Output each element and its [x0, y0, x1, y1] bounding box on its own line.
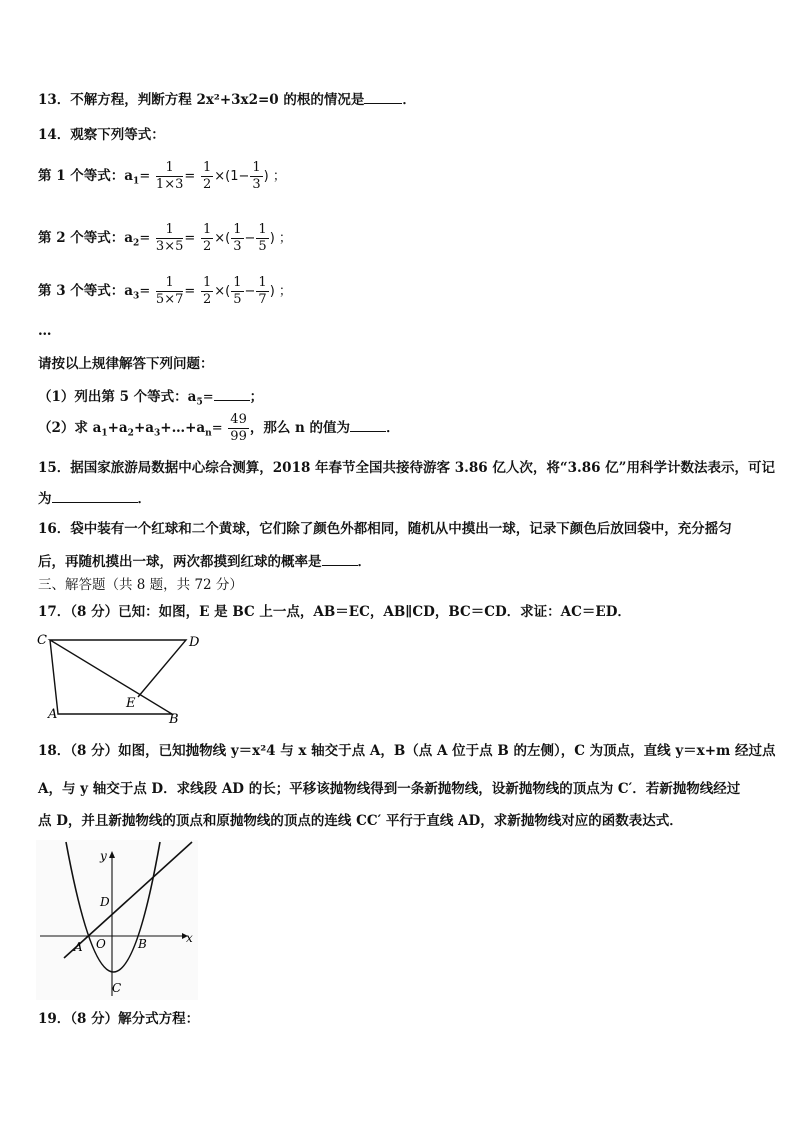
- numerator: 1: [233, 222, 242, 237]
- label-x: x: [186, 931, 193, 945]
- part1-end: ；: [249, 389, 264, 405]
- q14-equation-3: [38, 275, 292, 308]
- denominator: 2: [202, 177, 212, 192]
- q13-text: 13．不解方程，判断方程 2x²+3x2=0 的根的情况是: [38, 92, 365, 108]
- label-B: B: [169, 712, 179, 726]
- numerator: 1: [156, 222, 183, 239]
- eq-sub: 3: [133, 291, 140, 302]
- numerator: 49: [230, 412, 247, 427]
- eq-sign: =: [139, 284, 151, 299]
- q15-end: ．: [137, 491, 151, 507]
- answer-blank: [350, 417, 386, 432]
- answer-blank: [364, 89, 402, 104]
- sub-n: n: [205, 428, 212, 439]
- q15-line-1: 15．据国家旅游局数据中心综合测算，2018 年春节全国共接待游客 3.86 亿人次，将“3.86 亿”用科学计数法表示，可记: [38, 460, 775, 476]
- eq-sub: 2: [133, 238, 140, 249]
- answer-blank: [52, 488, 138, 503]
- q14-equation-1: [38, 160, 286, 193]
- label-O: O: [96, 937, 106, 951]
- fraction: [201, 275, 213, 308]
- eq-sign: =: [184, 231, 196, 246]
- sub-2: 2: [127, 428, 134, 439]
- q16-text: 后，再随机摸出一球，两次都摸到红球的概率是: [38, 554, 322, 570]
- label-E: E: [126, 696, 136, 711]
- q15-line-2: [38, 488, 151, 508]
- denominator: 99: [230, 429, 247, 444]
- denominator: 2: [202, 292, 212, 307]
- denominator: 3: [252, 177, 261, 192]
- q14-part-1: [38, 386, 263, 412]
- question-13: [38, 89, 416, 109]
- q14-part-2: [38, 412, 400, 445]
- denominator: 3×5: [155, 239, 184, 254]
- q18-line-2: A，与 y 轴交于点 D．求线段 AD 的长；平移该抛物线得到一条新抛物线，设新抛物线的顶点为 C′．若新抛物线经过: [38, 781, 741, 797]
- eq-label: 第 1 个等式：a: [38, 168, 134, 184]
- minus-sign: −: [244, 231, 256, 246]
- section-heading: 三、解答题（共 8 题，共 72 分）: [38, 577, 243, 593]
- denominator: 5×7: [155, 292, 184, 307]
- fraction: [231, 222, 243, 255]
- numerator: 1: [252, 160, 261, 175]
- label-B: B: [138, 937, 147, 951]
- sub-3: 3: [154, 428, 161, 439]
- eq-sign: =: [211, 421, 223, 436]
- fraction: [156, 222, 183, 255]
- q19-text: 19．（8 分）解分式方程：: [38, 1011, 200, 1027]
- fraction: [231, 275, 243, 308]
- q15-text: 为: [38, 491, 52, 507]
- label-D: D: [100, 895, 110, 909]
- q18-figure: [36, 840, 198, 1000]
- multiply-term: ×(1−: [214, 169, 250, 184]
- eq-sign: =: [184, 284, 196, 299]
- numerator: 1: [156, 160, 183, 177]
- fraction: [201, 222, 213, 255]
- part2-plus: +a: [133, 420, 154, 436]
- numerator: 1: [258, 275, 267, 290]
- fraction: [256, 275, 268, 308]
- q18-line-3: 点 D，并且新抛物线的顶点和原抛物线的顶点的连线 CC′ 平行于直线 AD，求新抛物线对应的函数表达式．: [38, 813, 683, 829]
- q14-equation-2: [38, 222, 292, 255]
- fraction: [228, 412, 249, 445]
- label-A: A: [74, 940, 83, 954]
- q17-figure: [34, 630, 204, 726]
- q16-end: ．: [357, 554, 371, 570]
- part2-text: （2）求 a: [38, 420, 102, 436]
- part1-sub: 5: [196, 397, 203, 408]
- answer-blank: [214, 386, 250, 401]
- multiply-term: ×(: [214, 231, 231, 246]
- denominator: 5: [258, 239, 267, 254]
- numerator: 1: [202, 222, 212, 237]
- close-paren: ) ；: [269, 284, 292, 299]
- ellipsis: …: [38, 323, 52, 339]
- fraction: [201, 160, 213, 193]
- eq-sign: =: [139, 169, 151, 184]
- numerator: 1: [258, 222, 267, 237]
- q17-text: 17．（8 分）已知：如图，E 是 BC 上一点，AB＝EC，AB∥CD，BC＝CD．求证：AC＝ED．: [38, 604, 631, 620]
- fraction: [256, 222, 268, 255]
- numerator: 1: [202, 160, 212, 175]
- minus-sign: −: [244, 284, 256, 299]
- label-y: y: [100, 849, 107, 863]
- sub-1: 1: [101, 428, 108, 439]
- eq-sign: =: [184, 169, 196, 184]
- denominator: 2: [202, 239, 212, 254]
- part2-plus: +…+a: [160, 420, 206, 436]
- label-A: A: [48, 707, 58, 722]
- part1-text: （1）列出第 5 个等式：a: [38, 389, 197, 405]
- part2-plus: +a: [107, 420, 128, 436]
- label-C: C: [37, 633, 47, 648]
- fraction: [156, 160, 183, 193]
- multiply-term: ×(: [214, 284, 231, 299]
- q18-line-1: 18．（8 分）如图，已知抛物线 y＝x²4 与 x 轴交于点 A，B（点 A 位于点 B 的左侧），C 为顶点，直线 y＝x+m 经过点: [38, 743, 776, 759]
- eq-sub: 1: [133, 176, 140, 187]
- numerator: 1: [202, 275, 212, 290]
- part2-text: ，那么 n 的值为: [249, 420, 351, 436]
- denominator: 3: [233, 239, 242, 254]
- eq-label: 第 2 个等式：a: [38, 230, 134, 246]
- label-C: C: [112, 981, 122, 995]
- q13-end: ．: [402, 92, 416, 108]
- eq-label: 第 3 个等式：a: [38, 283, 134, 299]
- q16-line-2: [38, 551, 371, 571]
- close-paren: ) ；: [263, 169, 286, 184]
- q16-line-1: 16．袋中装有一个红球和二个黄球，它们除了颜色外都相同，随机从中摸出一球，记录下颜色后放回袋中，充分摇匀: [38, 521, 732, 537]
- eq-sign: =: [202, 390, 214, 405]
- fraction: [156, 275, 183, 308]
- q14-title: 14．观察下列等式：: [38, 127, 165, 143]
- part2-end: ．: [386, 420, 400, 436]
- answer-blank: [322, 551, 358, 566]
- label-D: D: [189, 635, 200, 650]
- numerator: 1: [233, 275, 242, 290]
- eq-sign: =: [139, 231, 151, 246]
- denominator: 1×3: [155, 177, 184, 192]
- q14-prompt: 请按以上规律解答下列问题：: [38, 356, 214, 372]
- close-paren: ) ；: [269, 231, 292, 246]
- figure-lines: [50, 640, 186, 714]
- numerator: 1: [156, 275, 183, 292]
- fraction: [250, 160, 262, 193]
- denominator: 5: [233, 292, 242, 307]
- denominator: 7: [258, 292, 267, 307]
